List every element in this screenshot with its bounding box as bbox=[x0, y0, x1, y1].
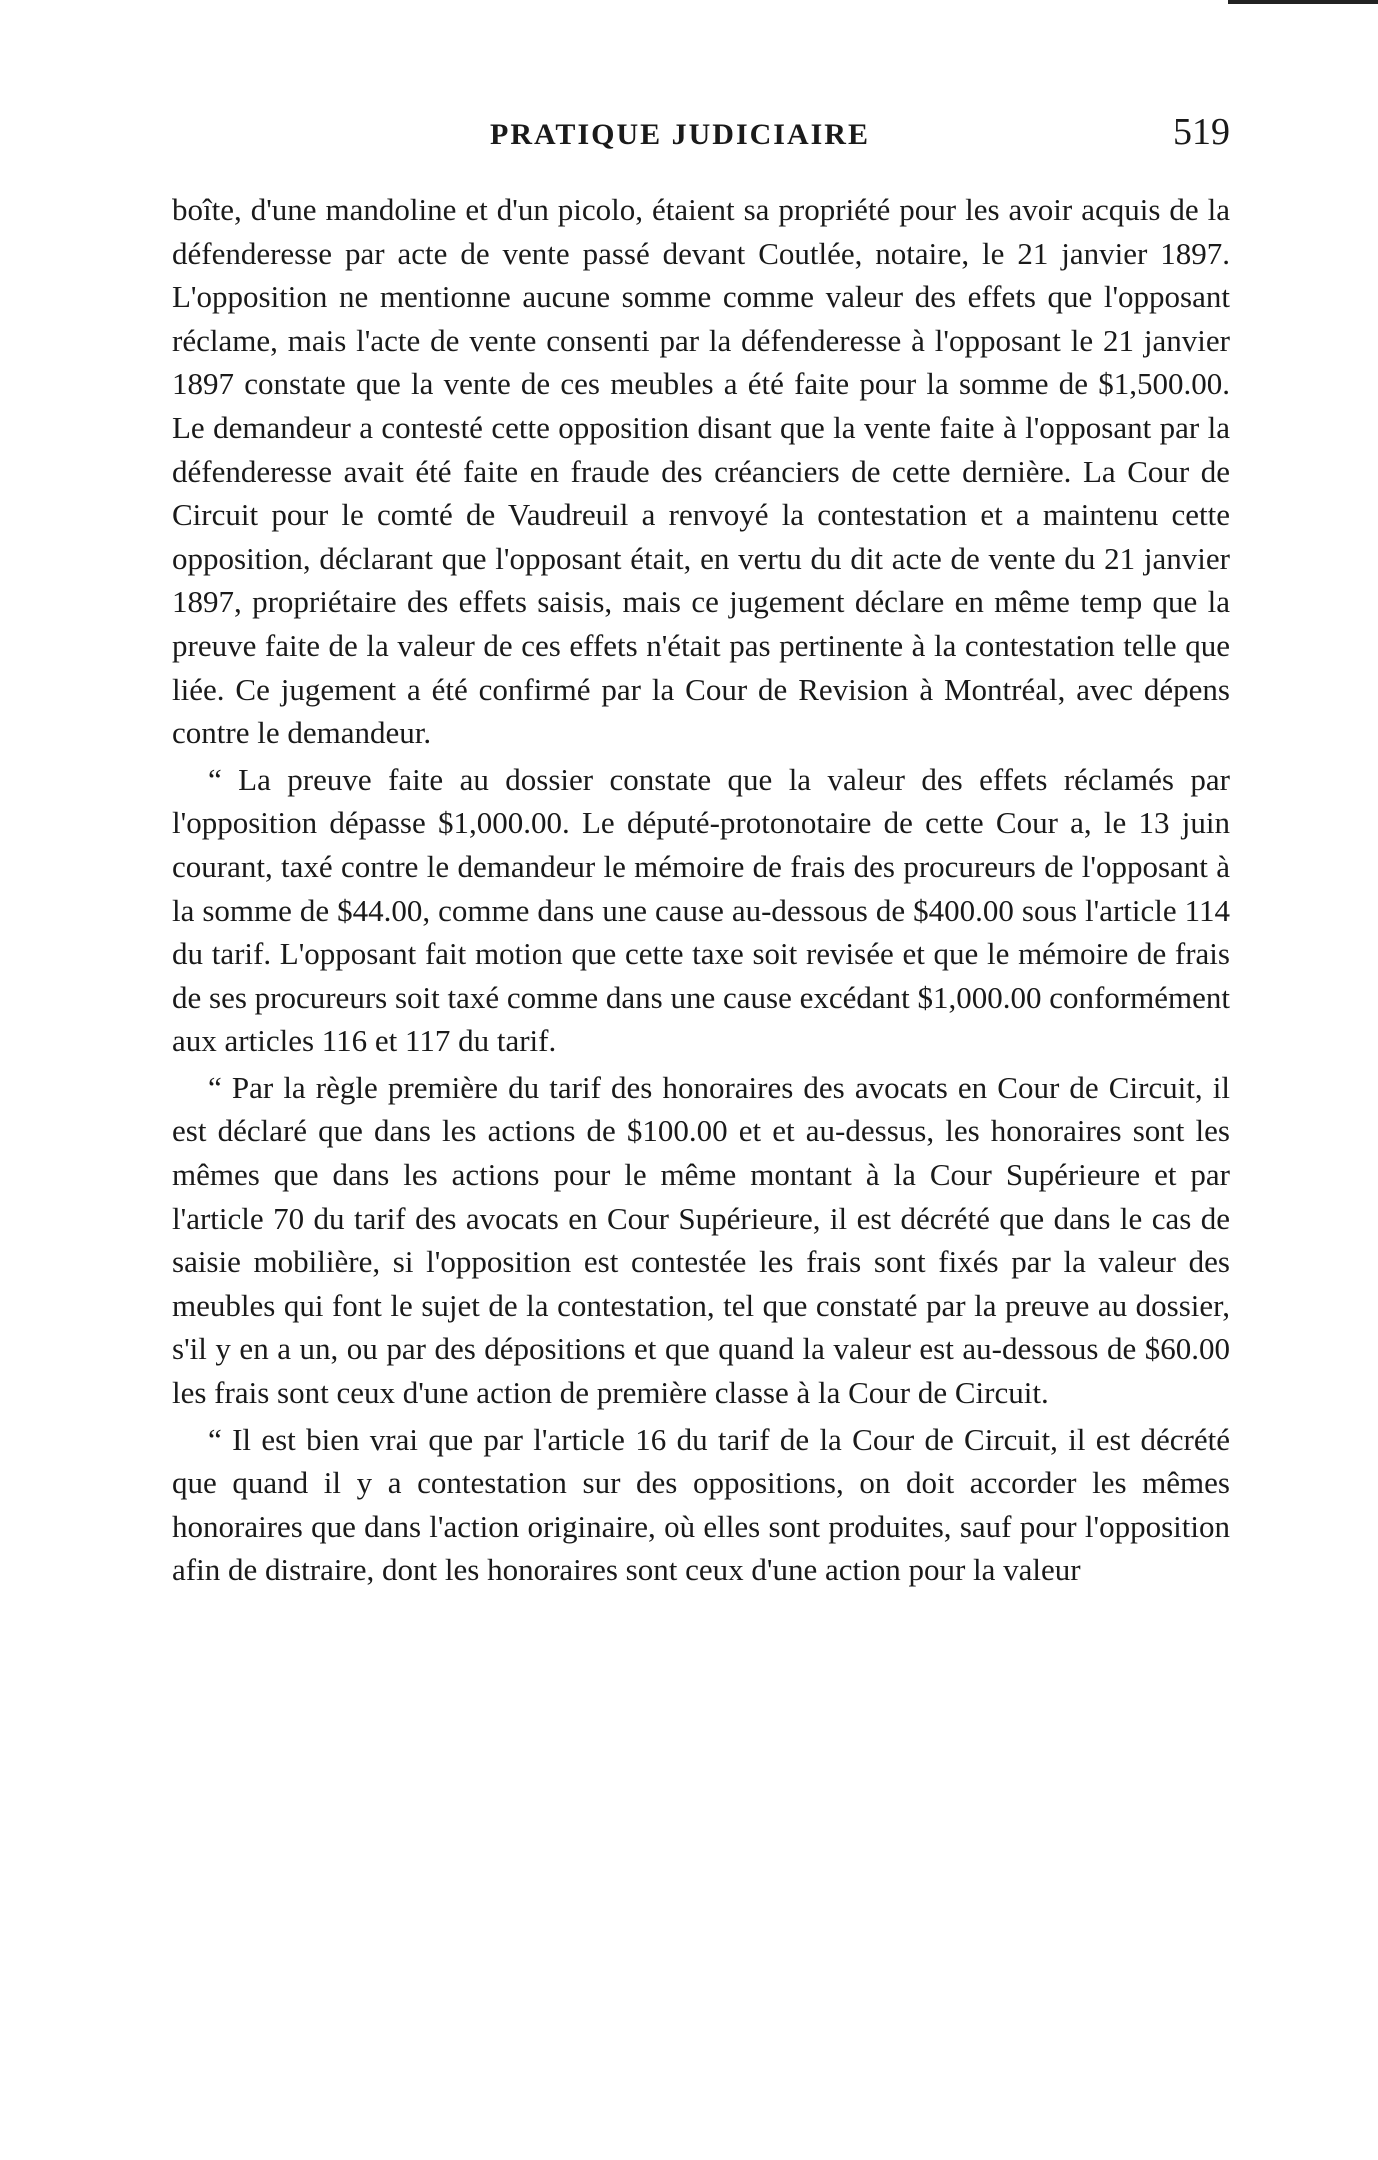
paragraph-2: “ La preuve faite au dossier constate que la valeur des effets réclamés par l'opposition dépasse $1,000.00. Le député-protonotaire de cette Cour a, le 13 juin courant, taxé contre le demandeur le mémoire de frais des procureurs de l'opposant à la somme de $44.00, comme dans une cause au-dessous de $400.00 sous l'article 114 du tarif. L'opposant fait motion que cette taxe soit revisée et que le mémoire de frais de ses procureurs soit taxé comme dans une cause excédant $1,000.00 conformément aux articles 116 et 117 du tarif. bbox=[172, 761, 1230, 1059]
running-title: PRATIQUE JUDICIAIRE bbox=[490, 118, 870, 151]
paragraph-3: “ Par la règle première du tarif des honoraires des avocats en Cour de Circuit, il est déclaré que dans les actions de $100.00 et et au-dessus, les honoraires sont les mêmes que dans les actions pour le même montant à la Cour Supérieure et par l'article 70 du tarif des avocats en Cour Supérieure, il est décrété que dans le cas de saisie mobilière, si l'opposition est contestée les frais sont fixés par la valeur des meubles qui font le sujet de la contestation, tel que constaté par la preuve au dossier, s'il y en a un, ou par des dépositions et que quand la valeur est au-dessous de $60.00 les frais sont ceux d'une action de première classe à la Cour de Circuit. bbox=[172, 1069, 1230, 1411]
paragraph-1: boîte, d'une mandoline et d'un picolo, étaient sa propriété pour les avoir acquis de la défenderesse par acte de vente passé devant Coutlée, notaire, le 21 janvier 1897. L'opposition ne mentionne aucune somme comme valeur des effets que l'opposant réclame, mais l'acte de vente consenti par la défenderesse à l'opposant le 21 janvier 1897 constate que la vente de ces meubles a été faite pour la somme de $1,500.00. Le demandeur a contesté cette opposition disant que la vente faite à l'opposant par la défenderesse avait été faite en fraude des créanciers de cette dernière. La Cour de Circuit pour le comté de Vaudreuil a renvoyé la contestation et a maintenu cette opposition, déclarant que l'opposant était, en vertu du dit acte de vente du 21 janvier 1897, propriétaire des effets saisis, mais ce jugement déclare en même temp que la preuve faite de la valeur de ces effets n'était pas pertinente à la contestation telle que liée. Ce jugement a été confirmé par la Cour de Revision à Montréal, avec dépens contre le demandeur. bbox=[172, 192, 1230, 751]
body-text bbox=[172, 188, 1230, 1592]
book-page bbox=[172, 110, 1230, 1595]
top-edge-rule bbox=[1228, 0, 1378, 4]
paragraph-4: “ Il est bien vrai que par l'article 16 du tarif de la Cour de Circuit, il est décrété que quand il y a contestation sur des oppositions, on doit accorder les mêmes honoraires que dans l'action originaire, où elles sont produites, sauf pour l'opposition afin de distraire, dont les honoraires sont ceux d'une action pour la valeur bbox=[172, 1421, 1230, 1588]
running-head bbox=[172, 110, 1230, 170]
page-number: 519 bbox=[1173, 111, 1230, 153]
